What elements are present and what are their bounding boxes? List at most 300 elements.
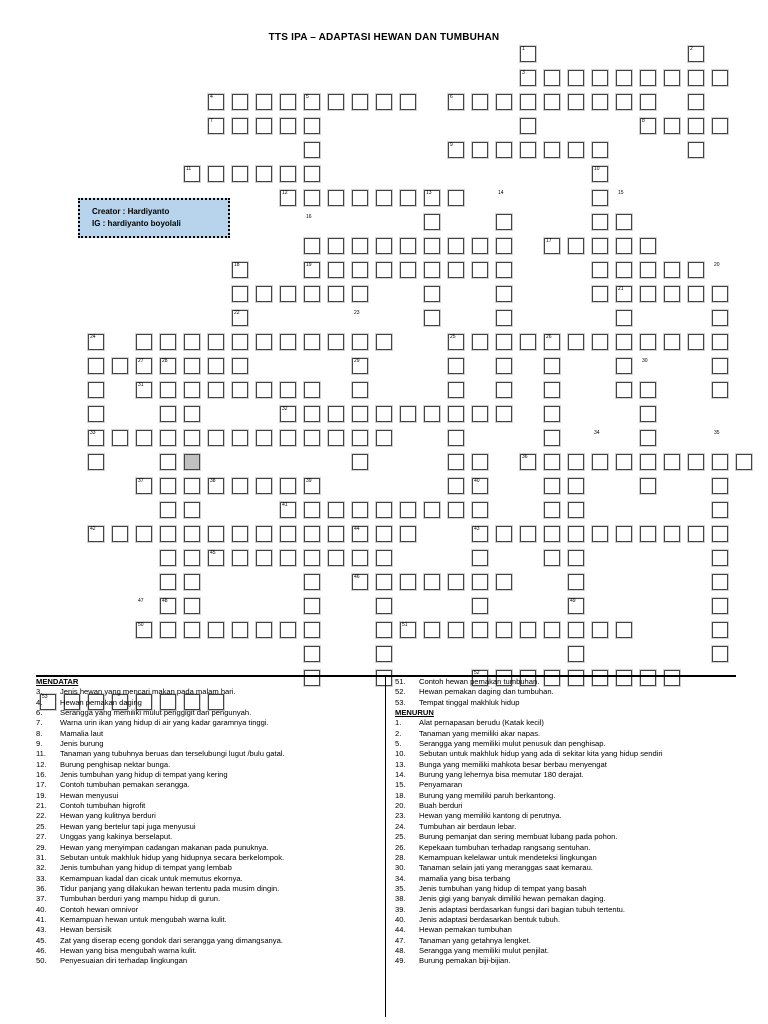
grid-cell[interactable] (256, 478, 272, 494)
grid-cell[interactable] (424, 406, 440, 422)
grid-cell[interactable] (712, 598, 728, 614)
grid-cell[interactable] (208, 382, 224, 398)
grid-cell[interactable] (184, 574, 200, 590)
grid-cell[interactable] (184, 334, 200, 350)
grid-cell[interactable] (592, 142, 608, 158)
grid-cell[interactable] (544, 622, 560, 638)
grid-cell[interactable] (472, 142, 488, 158)
grid-cell[interactable] (400, 190, 416, 206)
grid-cell[interactable] (376, 262, 392, 278)
grid-cell[interactable] (448, 382, 464, 398)
grid-cell[interactable] (712, 382, 728, 398)
grid-cell[interactable] (664, 70, 680, 86)
grid-cell[interactable] (208, 358, 224, 374)
grid-cell[interactable] (160, 430, 176, 446)
grid-cell[interactable] (400, 94, 416, 110)
grid-cell[interactable] (232, 550, 248, 566)
grid-cell[interactable] (448, 574, 464, 590)
grid-cell[interactable] (712, 454, 728, 470)
grid-cell[interactable] (496, 334, 512, 350)
grid-cell[interactable] (520, 526, 536, 542)
grid-cell[interactable] (400, 502, 416, 518)
grid-cell[interactable] (496, 94, 512, 110)
grid-cell[interactable] (184, 502, 200, 518)
grid-cell[interactable] (688, 526, 704, 542)
grid-cell[interactable] (568, 70, 584, 86)
grid-cell[interactable] (496, 406, 512, 422)
clue-number-label: 41 (282, 502, 288, 508)
grid-cell[interactable] (304, 238, 320, 254)
grid-cell[interactable] (712, 118, 728, 134)
grid-cell[interactable] (616, 622, 632, 638)
grid-cell[interactable] (280, 166, 296, 182)
grid-cell[interactable] (616, 70, 632, 86)
grid-cell[interactable] (592, 526, 608, 542)
grid-cell[interactable] (640, 430, 656, 446)
grid-cell[interactable] (568, 238, 584, 254)
grid-cell[interactable] (304, 646, 320, 662)
grid-cell[interactable] (232, 286, 248, 302)
grid-cell[interactable] (592, 262, 608, 278)
grid-cell[interactable] (424, 502, 440, 518)
grid-cell[interactable] (256, 334, 272, 350)
grid-cell[interactable] (424, 214, 440, 230)
grid-cell[interactable] (280, 430, 296, 446)
grid-cell[interactable] (232, 526, 248, 542)
grid-cell[interactable] (592, 214, 608, 230)
grid-cell[interactable] (280, 94, 296, 110)
grid-cell[interactable] (232, 622, 248, 638)
grid-cell[interactable] (352, 406, 368, 422)
grid-cell[interactable] (544, 454, 560, 470)
grid-cell[interactable] (376, 430, 392, 446)
grid-cell[interactable] (664, 286, 680, 302)
grid-cell[interactable] (712, 310, 728, 326)
grid-cell[interactable] (712, 622, 728, 638)
grid-cell[interactable] (568, 574, 584, 590)
grid-cell[interactable] (568, 142, 584, 158)
grid-cell[interactable] (712, 502, 728, 518)
grid-cell[interactable] (376, 598, 392, 614)
grid-cell[interactable] (544, 94, 560, 110)
grid-cell[interactable] (304, 550, 320, 566)
grid-cell[interactable] (424, 574, 440, 590)
grid-cell[interactable] (160, 574, 176, 590)
grid-cell[interactable] (736, 454, 752, 470)
grid-cell[interactable] (592, 286, 608, 302)
grid-cell[interactable] (712, 334, 728, 350)
grid-cell[interactable] (640, 238, 656, 254)
grid-cell[interactable] (712, 286, 728, 302)
grid-cell[interactable] (400, 526, 416, 542)
grid-cell[interactable] (352, 94, 368, 110)
grid-cell[interactable] (304, 502, 320, 518)
grid-cell[interactable] (256, 622, 272, 638)
grid-cell[interactable] (592, 94, 608, 110)
clue-text: Hewan yang menyimpan cadangan makanan pada punuknya. (60, 842, 269, 852)
grid-cell[interactable] (712, 526, 728, 542)
grid-cell[interactable] (376, 622, 392, 638)
grid-cell[interactable] (712, 70, 728, 86)
grid-cell[interactable] (304, 118, 320, 134)
grid-cell[interactable] (472, 550, 488, 566)
grid-cell[interactable] (640, 334, 656, 350)
grid-cell[interactable] (472, 454, 488, 470)
grid-cell[interactable] (232, 478, 248, 494)
grid-cell[interactable] (448, 358, 464, 374)
grid-cell[interactable] (304, 382, 320, 398)
grid-cell[interactable] (256, 526, 272, 542)
grid-cell[interactable] (712, 358, 728, 374)
clue-item (36, 739, 382, 749)
grid-cell[interactable] (304, 286, 320, 302)
grid-cell[interactable] (280, 526, 296, 542)
grid-cell[interactable] (352, 502, 368, 518)
grid-cell[interactable] (688, 142, 704, 158)
shaded-grid-cell[interactable] (184, 454, 200, 470)
grid-cell[interactable] (496, 238, 512, 254)
grid-cell[interactable] (136, 526, 152, 542)
grid-cell[interactable] (352, 454, 368, 470)
grid-cell[interactable] (472, 406, 488, 422)
grid-cell[interactable] (280, 334, 296, 350)
grid-cell[interactable] (232, 430, 248, 446)
grid-cell[interactable] (352, 190, 368, 206)
grid-cell[interactable] (88, 454, 104, 470)
clue-number-label: 30 (642, 358, 648, 364)
grid-cell[interactable] (688, 286, 704, 302)
grid-cell[interactable] (496, 310, 512, 326)
grid-cell[interactable] (376, 646, 392, 662)
grid-cell[interactable] (592, 334, 608, 350)
grid-cell[interactable] (496, 574, 512, 590)
grid-cell[interactable] (160, 334, 176, 350)
grid-cell[interactable] (592, 238, 608, 254)
grid-cell[interactable] (304, 622, 320, 638)
grid-cell[interactable] (232, 334, 248, 350)
grid-cell[interactable] (232, 118, 248, 134)
grid-cell[interactable] (160, 478, 176, 494)
grid-cell[interactable] (352, 286, 368, 302)
grid-cell[interactable] (472, 574, 488, 590)
clue-number-label: 35 (714, 430, 720, 436)
grid-cell[interactable] (544, 406, 560, 422)
grid-cell[interactable] (160, 622, 176, 638)
grid-cell[interactable] (352, 238, 368, 254)
grid-cell[interactable] (304, 166, 320, 182)
grid-cell[interactable] (400, 406, 416, 422)
grid-cell[interactable] (496, 526, 512, 542)
grid-cell[interactable] (328, 190, 344, 206)
grid-cell[interactable] (616, 358, 632, 374)
grid-cell[interactable] (472, 502, 488, 518)
grid-cell[interactable] (424, 622, 440, 638)
grid-cell[interactable] (232, 94, 248, 110)
grid-cell[interactable] (688, 94, 704, 110)
grid-cell[interactable] (304, 598, 320, 614)
grid-cell[interactable] (496, 286, 512, 302)
grid-cell[interactable] (688, 334, 704, 350)
grid-cell[interactable] (640, 526, 656, 542)
grid-cell[interactable] (568, 478, 584, 494)
grid-cell[interactable] (616, 262, 632, 278)
clue-number-label: 11 (186, 166, 192, 172)
grid-cell[interactable] (304, 526, 320, 542)
grid-cell[interactable] (352, 430, 368, 446)
grid-cell[interactable] (568, 622, 584, 638)
grid-cell[interactable] (232, 358, 248, 374)
grid-cell[interactable] (160, 454, 176, 470)
grid-cell[interactable] (616, 214, 632, 230)
grid-cell[interactable] (256, 550, 272, 566)
grid-cell[interactable] (544, 502, 560, 518)
grid-cell[interactable] (160, 502, 176, 518)
grid-cell[interactable] (688, 118, 704, 134)
grid-cell[interactable] (616, 382, 632, 398)
grid-cell[interactable] (544, 526, 560, 542)
grid-cell[interactable] (616, 526, 632, 542)
grid-cell[interactable] (376, 94, 392, 110)
grid-cell[interactable] (400, 238, 416, 254)
grid-cell[interactable] (160, 406, 176, 422)
grid-cell[interactable] (376, 190, 392, 206)
grid-cell[interactable] (184, 550, 200, 566)
grid-cell[interactable] (616, 334, 632, 350)
grid-cell[interactable] (280, 286, 296, 302)
grid-cell[interactable] (520, 142, 536, 158)
grid-cell[interactable] (544, 70, 560, 86)
grid-cell[interactable] (496, 142, 512, 158)
grid-cell[interactable] (352, 262, 368, 278)
grid-cell[interactable] (448, 238, 464, 254)
grid-cell[interactable] (112, 358, 128, 374)
grid-cell[interactable] (448, 622, 464, 638)
grid-cell[interactable] (520, 622, 536, 638)
grid-cell[interactable] (328, 502, 344, 518)
grid-cell[interactable] (592, 70, 608, 86)
grid-cell[interactable] (640, 262, 656, 278)
grid-cell[interactable] (184, 406, 200, 422)
grid-cell[interactable] (400, 262, 416, 278)
grid-cell[interactable] (496, 622, 512, 638)
grid-cell[interactable] (496, 358, 512, 374)
grid-cell[interactable] (664, 526, 680, 542)
grid-cell[interactable] (472, 94, 488, 110)
grid-cell[interactable] (376, 334, 392, 350)
grid-cell[interactable] (640, 286, 656, 302)
grid-cell[interactable] (664, 334, 680, 350)
grid-cell[interactable] (112, 430, 128, 446)
grid-cell[interactable] (688, 70, 704, 86)
grid-cell[interactable] (472, 238, 488, 254)
grid-cell[interactable] (568, 94, 584, 110)
grid-cell[interactable] (640, 454, 656, 470)
grid-cell[interactable] (136, 334, 152, 350)
grid-cell[interactable] (280, 550, 296, 566)
grid-cell[interactable] (688, 262, 704, 278)
grid-cell[interactable] (280, 478, 296, 494)
grid-cell[interactable] (184, 526, 200, 542)
grid-cell[interactable] (544, 478, 560, 494)
grid-cell[interactable] (184, 358, 200, 374)
grid-cell[interactable] (256, 382, 272, 398)
clue-item (36, 905, 382, 915)
grid-cell[interactable] (328, 526, 344, 542)
grid-cell[interactable] (376, 502, 392, 518)
clue-item (395, 822, 765, 832)
grid-cell[interactable] (352, 550, 368, 566)
grid-cell[interactable] (424, 286, 440, 302)
grid-cell[interactable] (184, 622, 200, 638)
grid-cell[interactable] (496, 214, 512, 230)
grid-cell[interactable] (304, 430, 320, 446)
grid-cell[interactable] (544, 430, 560, 446)
grid-cell[interactable] (208, 166, 224, 182)
grid-cell[interactable] (424, 238, 440, 254)
grid-cell[interactable] (448, 430, 464, 446)
grid-cell[interactable] (712, 646, 728, 662)
clue-text: Kepekaan tumbuhan terhadap rangsang sentuhan. (419, 842, 591, 852)
grid-cell[interactable] (328, 286, 344, 302)
clue-number: 12. (36, 759, 47, 769)
grid-cell[interactable] (328, 334, 344, 350)
grid-cell[interactable] (304, 190, 320, 206)
grid-cell[interactable] (256, 118, 272, 134)
grid-cell[interactable] (496, 262, 512, 278)
grid-cell[interactable] (352, 334, 368, 350)
grid-cell[interactable] (520, 94, 536, 110)
grid-cell[interactable] (88, 406, 104, 422)
grid-cell[interactable] (136, 430, 152, 446)
grid-cell[interactable] (448, 190, 464, 206)
grid-cell[interactable] (280, 118, 296, 134)
grid-cell[interactable] (688, 454, 704, 470)
grid-cell[interactable] (328, 550, 344, 566)
grid-cell[interactable] (448, 454, 464, 470)
grid-cell[interactable] (304, 334, 320, 350)
grid-cell[interactable] (424, 262, 440, 278)
grid-cell[interactable] (712, 478, 728, 494)
grid-cell[interactable] (640, 382, 656, 398)
grid-cell[interactable] (280, 382, 296, 398)
grid-cell[interactable] (472, 622, 488, 638)
grid-cell[interactable] (328, 406, 344, 422)
grid-cell[interactable] (160, 550, 176, 566)
grid-cell[interactable] (592, 190, 608, 206)
grid-cell[interactable] (520, 118, 536, 134)
grid-cell[interactable] (376, 406, 392, 422)
grid-cell[interactable] (400, 574, 416, 590)
grid-cell[interactable] (544, 550, 560, 566)
grid-cell[interactable] (424, 310, 440, 326)
grid-cell[interactable] (184, 430, 200, 446)
grid-cell[interactable] (472, 334, 488, 350)
grid-cell[interactable] (616, 310, 632, 326)
grid-cell[interactable] (88, 358, 104, 374)
grid-cell[interactable] (640, 94, 656, 110)
grid-cell[interactable] (592, 622, 608, 638)
grid-cell[interactable] (376, 550, 392, 566)
grid-cell[interactable] (376, 574, 392, 590)
grid-cell[interactable] (376, 526, 392, 542)
grid-cell[interactable] (352, 382, 368, 398)
grid-cell[interactable] (328, 430, 344, 446)
grid-cell[interactable] (256, 166, 272, 182)
grid-cell[interactable] (160, 526, 176, 542)
grid-cell[interactable] (304, 142, 320, 158)
grid-cell[interactable] (208, 430, 224, 446)
grid-cell[interactable] (544, 142, 560, 158)
grid-cell[interactable] (160, 382, 176, 398)
grid-cell[interactable] (208, 622, 224, 638)
grid-cell[interactable] (472, 262, 488, 278)
grid-cell[interactable] (568, 502, 584, 518)
grid-cell[interactable] (184, 382, 200, 398)
grid-cell[interactable] (448, 406, 464, 422)
clue-item (36, 946, 382, 956)
grid-cell[interactable] (448, 262, 464, 278)
grid-cell[interactable] (592, 454, 608, 470)
grid-cell[interactable] (640, 406, 656, 422)
grid-cell[interactable] (616, 94, 632, 110)
clue-number-label: 16 (306, 214, 312, 220)
grid-cell[interactable] (328, 238, 344, 254)
grid-cell[interactable] (112, 526, 128, 542)
grid-cell[interactable] (568, 454, 584, 470)
grid-cell[interactable] (448, 502, 464, 518)
grid-cell[interactable] (88, 382, 104, 398)
clue-item (395, 915, 765, 925)
grid-cell[interactable] (256, 286, 272, 302)
grid-cell[interactable] (304, 574, 320, 590)
clue-text: Jenis burung (60, 739, 104, 749)
grid-cell[interactable] (304, 406, 320, 422)
grid-cell[interactable] (568, 550, 584, 566)
grid-cell[interactable] (376, 238, 392, 254)
grid-cell[interactable] (664, 262, 680, 278)
grid-cell[interactable] (568, 334, 584, 350)
clue-text: Unggas yang kakinya berselaput. (60, 832, 173, 842)
grid-cell[interactable] (496, 382, 512, 398)
grid-cell[interactable] (472, 598, 488, 614)
grid-cell[interactable] (640, 478, 656, 494)
grid-cell[interactable] (232, 382, 248, 398)
grid-cell[interactable] (544, 382, 560, 398)
grid-cell[interactable] (256, 430, 272, 446)
grid-cell[interactable] (184, 598, 200, 614)
grid-cell[interactable] (664, 454, 680, 470)
grid-cell[interactable] (568, 646, 584, 662)
grid-cell[interactable] (712, 550, 728, 566)
grid-cell[interactable] (184, 478, 200, 494)
grid-cell[interactable] (568, 526, 584, 542)
grid-cell[interactable] (616, 238, 632, 254)
grid-cell[interactable] (448, 478, 464, 494)
grid-cell[interactable] (208, 526, 224, 542)
grid-cell[interactable] (616, 454, 632, 470)
grid-cell[interactable] (712, 574, 728, 590)
grid-cell[interactable] (544, 358, 560, 374)
grid-cell[interactable] (232, 166, 248, 182)
grid-cell[interactable] (640, 70, 656, 86)
grid-cell[interactable] (280, 622, 296, 638)
grid-cell[interactable] (256, 94, 272, 110)
grid-cell[interactable] (208, 334, 224, 350)
grid-cell[interactable] (328, 262, 344, 278)
grid-cell[interactable] (520, 334, 536, 350)
grid-cell[interactable] (328, 94, 344, 110)
grid-cell[interactable] (664, 118, 680, 134)
